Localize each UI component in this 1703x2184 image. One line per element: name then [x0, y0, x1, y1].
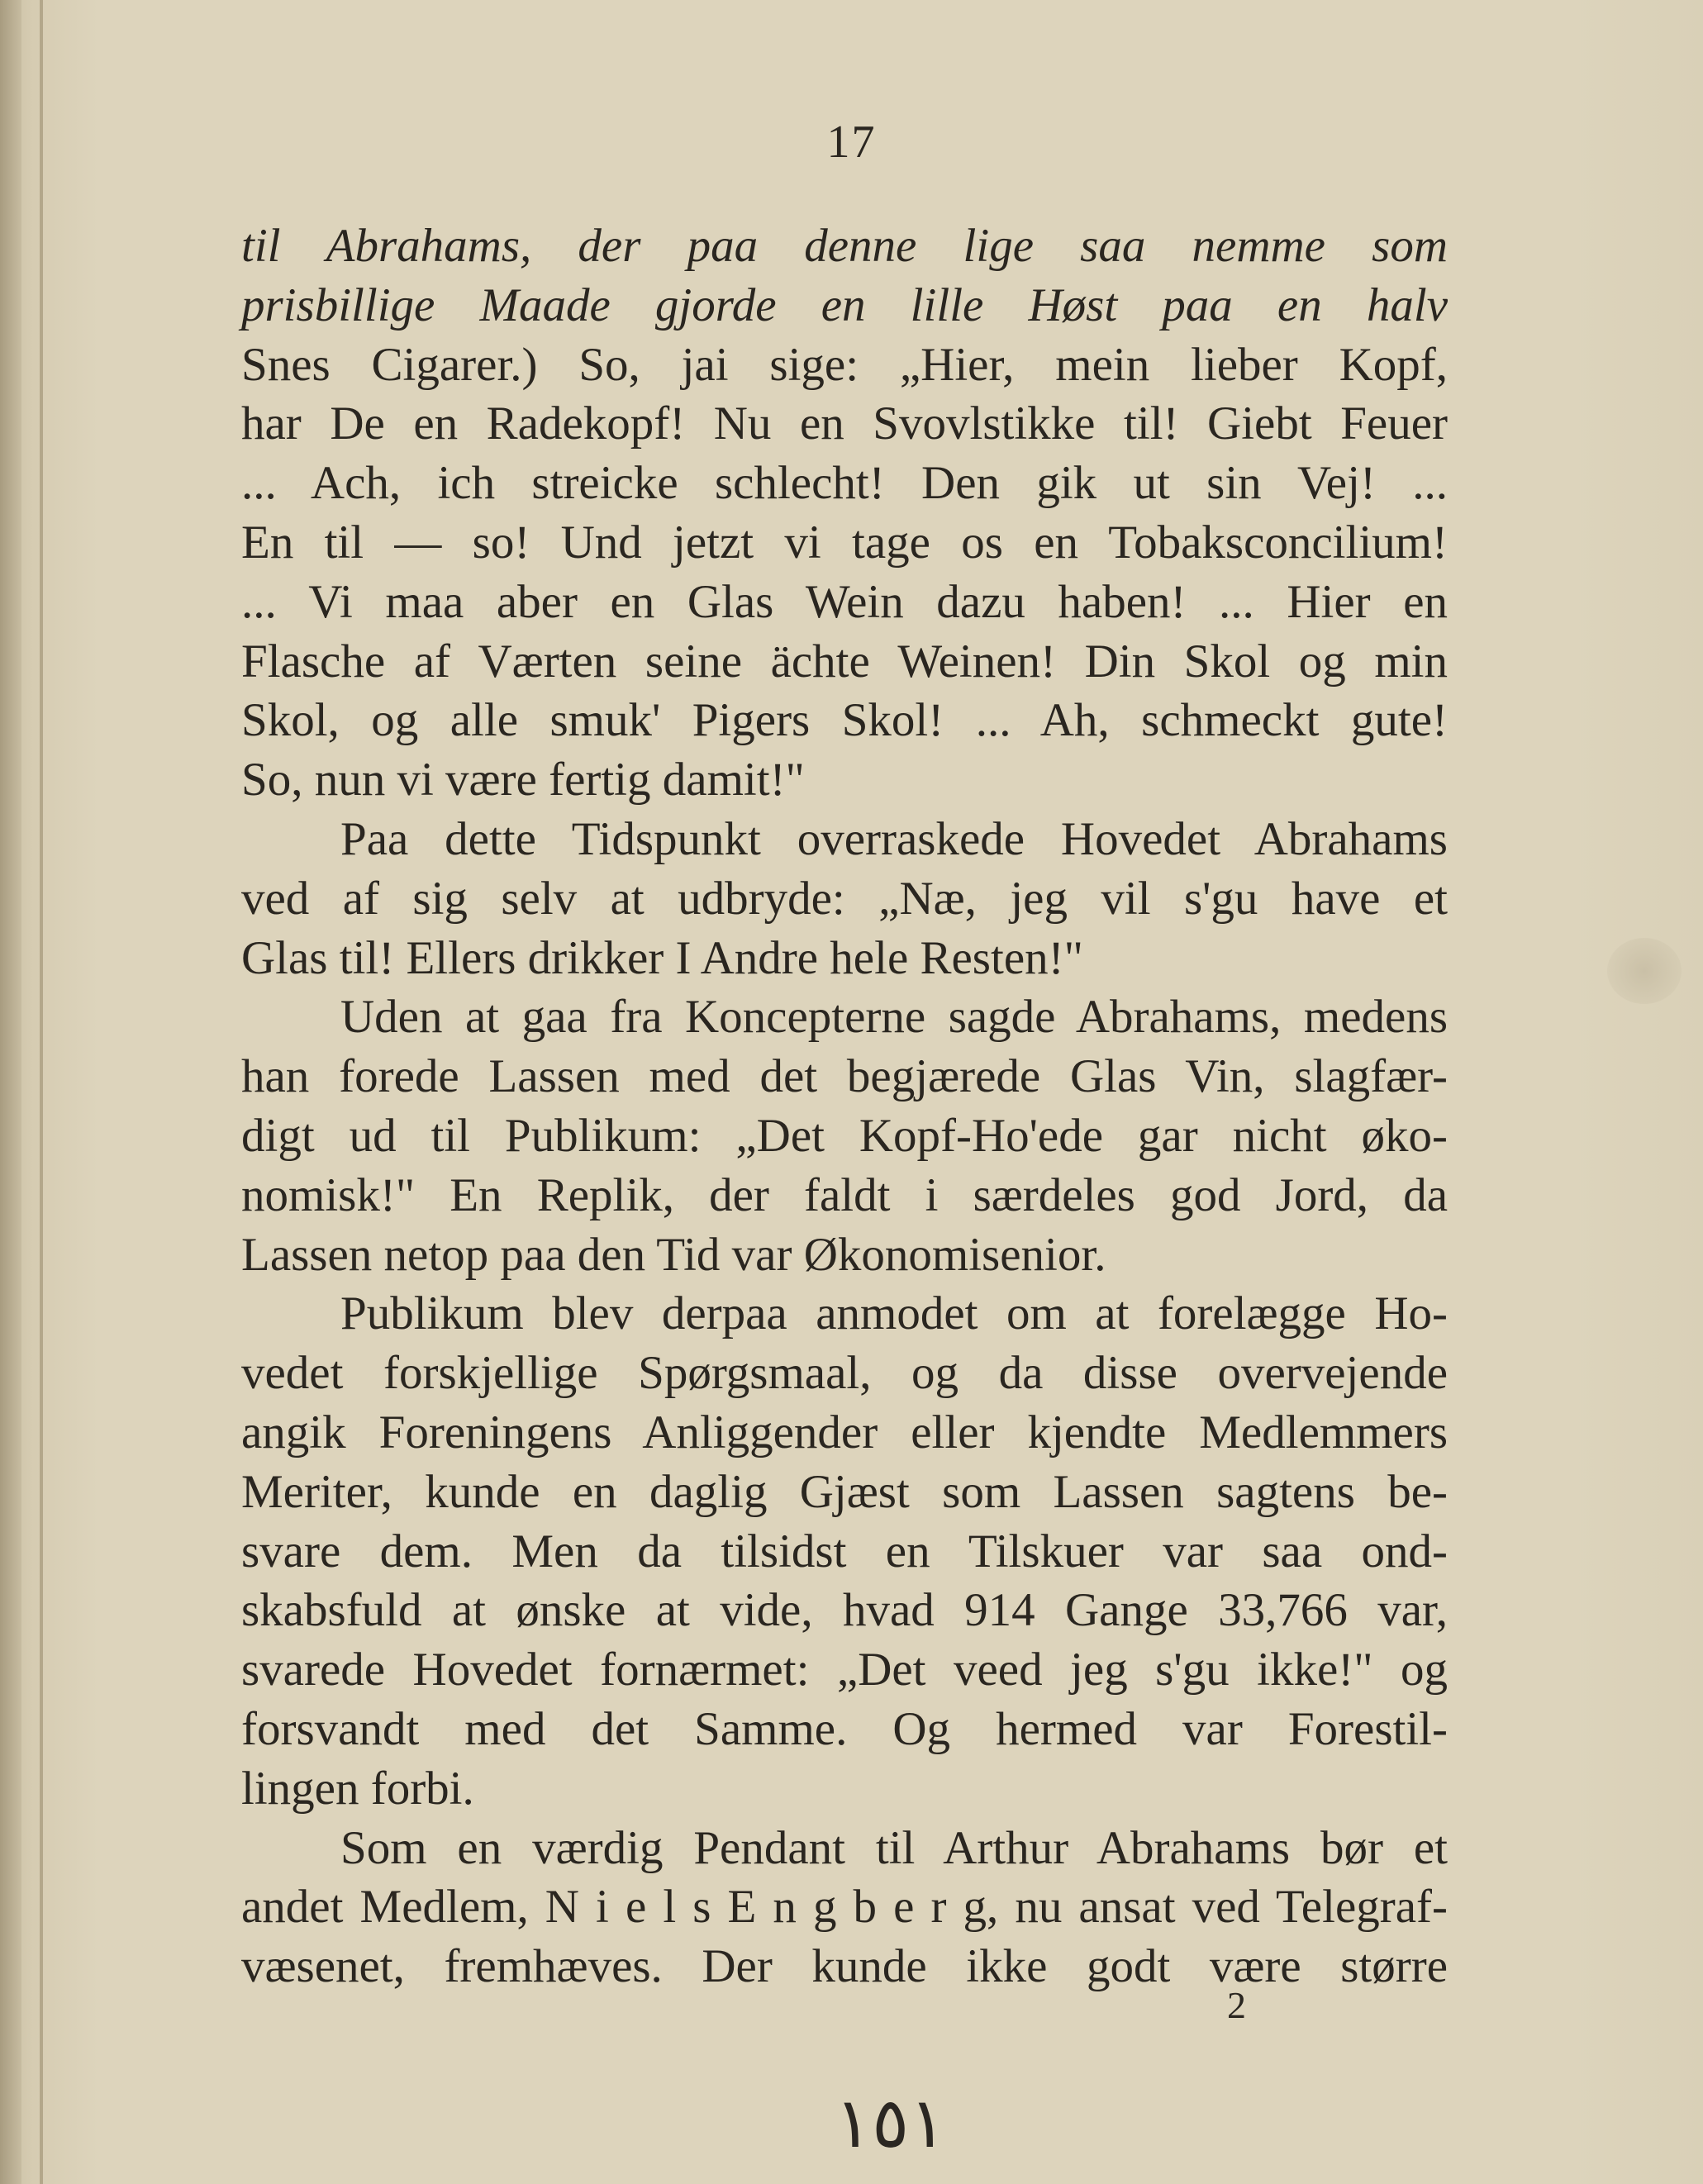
text-line: skabsfuld at ønske at vide, hvad 914 Gange 33,766 var, — [241, 1584, 1448, 1637]
text-line: Skol, og alle smuk' Pigers Skol! ... Ah, schmeckt gute! — [241, 694, 1448, 747]
text-line: prisbillige Maade gjorde en lille Høst paa en halv — [241, 278, 1448, 331]
text-line: forsvandt med det Samme. Og hermed var Forestil- — [241, 1702, 1448, 1755]
text-line: vedet forskjellige Spørgsmaal, og da disse overvejende — [241, 1347, 1448, 1400]
handwritten-number: ١٥١ — [835, 2082, 947, 2163]
text-line: En til — so! Und jetzt vi tage os en Tobaksconcilium! — [241, 516, 1448, 569]
text-line: ... Ach, ich streicke schlecht! Den gik ut sin Vej! ... — [241, 457, 1448, 510]
text-line: Meriter, kunde en daglig Gjæst som Lassen sagtens be- — [241, 1465, 1448, 1518]
page-left-edge — [0, 0, 21, 2184]
text-line: Glas til! Ellers drikker I Andre hele Resten!" — [241, 931, 1083, 984]
text-line: Publikum blev derpaa anmodet om at forelægge Ho- — [340, 1287, 1448, 1340]
text-line: nomisk!" En Replik, der faldt i særdeles god Jord, da — [241, 1168, 1448, 1221]
binding-line — [40, 0, 43, 2184]
text-line: har De en Radekopf! Nu en Svovlstikke til! Giebt Feuer — [241, 397, 1448, 450]
text-line: væsenet, fremhæves. Der kunde ikke godt være større — [241, 1940, 1448, 1993]
paper-stain — [1607, 938, 1682, 1004]
text-line: Paa dette Tidspunkt overraskede Hovedet Abrahams — [340, 812, 1448, 865]
text-line: lingen forbi. — [241, 1762, 474, 1815]
text-line: han forede Lassen med det begjærede Glas Vin, slagfær- — [241, 1050, 1448, 1103]
signature-mark: 2 — [1227, 1984, 1246, 2026]
body-text — [241, 216, 1448, 1996]
text-line: ... Vi maa aber en Glas Wein dazu haben! ... Hier en — [241, 575, 1448, 628]
text-line: So, nun vi være fertig damit!" — [241, 754, 805, 807]
text-line: ved af sig selv at udbryde: „Næ, jeg vil s'gu have et — [241, 872, 1448, 925]
text-line: Snes Cigarer.) So, jai sige: „Hier, mein lieber Kopf, — [241, 338, 1448, 391]
text-line: Flasche af Værten seine ächte Weinen! Din Skol og min — [241, 635, 1448, 688]
text-line: Uden at gaa fra Koncepterne sagde Abrahams, medens — [340, 991, 1448, 1044]
text-line: Som en værdig Pendant til Arthur Abrahams bør et — [340, 1821, 1448, 1874]
page-number: 17 — [826, 117, 877, 168]
text-line: til Abrahams, der paa denne lige saa nemme som — [241, 220, 1448, 272]
text-line: andet Medlem, N i e l s E n g b e r g, nu ansat ved Telegraf- — [241, 1881, 1448, 1934]
text-line: Lassen netop paa den Tid var Økonomisenior. — [241, 1228, 1106, 1281]
text-line: svare dem. Men da tilsidst en Tilskuer var saa ond- — [241, 1525, 1448, 1577]
text-line: svarede Hovedet fornærmet: „Det veed jeg s'gu ikke!" og — [241, 1644, 1448, 1696]
text-line: angik Foreningens Anliggender eller kjendte Medlemmers — [241, 1406, 1448, 1458]
text-line: digt ud til Publikum: „Det Kopf-Ho'ede gar nicht øko- — [241, 1109, 1448, 1162]
